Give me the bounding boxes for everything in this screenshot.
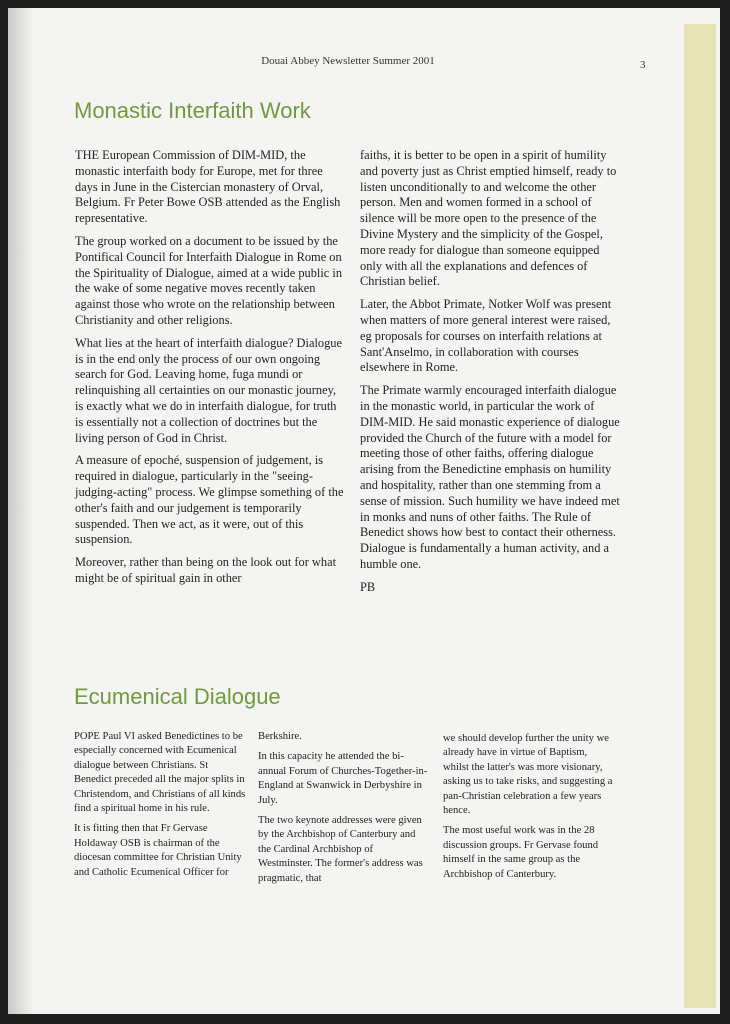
paragraph: In this capacity he attended the bi-annual Forum of Churches-Together-in-England at Swanwick in Derbyshire in July.	[258, 751, 428, 806]
paragraph: POPE Paul VI asked Benedictines to be especially concerned with Ecumenical dialogue between Christians. St Benedict preceded all the major splits in Christendom, and Christians of all kinds find a spiritual home in his rule.	[74, 731, 246, 815]
paragraph: The Primate warmly encouraged interfaith dialogue in the monastic world, in particular the work of DIM-MID. He said monastic experience of dialogue provided the Church of the future with a model for meeting those of other faiths, offering dialogue arising from the Benedictine emphasis on humility and hospitality, rather than one stemming from a sense of mission. Such humility we have indeed met in monks and nuns of other faiths. The Rule of Benedict shows how best to contact their otherness. Dialogue is fundamentally a human activity, and a humble one.	[360, 383, 620, 571]
paragraph: The two keynote addresses were given by the Archbishop of Canterbury and the Cardinal Archbishop of Westminster. The former's address was pragmatic, that	[258, 815, 423, 884]
paragraph: The group worked on a document to be issued by the Pontifical Council for Interfaith Dialogue in Rome on the Spirituality of Dialogue, aimed at a wide public in the wake of some negative moves recently taken against those who wrote on the relationship between Christianity and other religions.	[75, 233, 343, 327]
paragraph: we should develop further the unity we already have in virtue of Baptism, whilst the latter's was more visionary, asking us to take risks, and suggesting a pan-Christian celebration a few years hence.	[443, 733, 613, 817]
paragraph: What lies at the heart of interfaith dialogue? Dialogue is in the end only the process of our own ongoing search for God. Leaving home, fuga mundi or relinquishing all certainties on our monastic journey, is exactly what we do in interfaith dialogue, for truth is essentially not a collection of doctrines but the living person of God in Christ.	[75, 335, 342, 445]
paragraph: The most useful work was in the 28 discussion groups. Fr Gervase found himself in the same group as the Archbishop of Canterbury.	[443, 825, 599, 880]
interfaith-column-1	[75, 148, 345, 594]
newsletter-page	[8, 8, 720, 1014]
paragraph: THE European Commission of DIM-MID, the monastic interfaith body for Europe, met for three days in June in the Cistercian monastery of Orval, Belgium. Fr Peter Bowe OSB attended as the English representative.	[75, 148, 341, 226]
section-title-monastic-interfaith: Monastic Interfaith Work	[74, 98, 311, 123]
author-initials: PB	[360, 579, 376, 594]
section-title-ecumenical-dialogue: Ecumenical Dialogue	[74, 684, 281, 709]
paragraph: A measure of epoché, suspension of judgement, is required in dialogue, particularly in the "seeing-judging-acting" process. We glimpse something of the other's faith and our judgement is temporarily suspended. Then we act, as it were, out of this suspension.	[75, 453, 344, 547]
ecumenical-column-1	[74, 730, 246, 886]
page-number: 3	[640, 59, 646, 71]
page-edge-tab	[684, 24, 716, 1008]
page-fold-shadow	[8, 8, 34, 1014]
paragraph: It is fitting then that Fr Gervase Holdaway OSB is chairman of the diocesan committee for Christian Unity and Catholic Ecumenical Officer for	[74, 823, 242, 878]
ecumenical-column-3	[443, 732, 615, 888]
paragraph: faiths, it is better to be open in a spirit of humility and poverty just as Christ emptied himself, ready to listen unconditionally to and welcome the other person. Men and women formed in a school of silence will be more open to the presence of the Divine Mystery and the simplicity of the Gospel, more ready for dialogue than someone equipped only with all the explanations and defences of Christian belief.	[360, 148, 617, 289]
ecumenical-column-2	[258, 730, 430, 892]
interfaith-column-2	[360, 148, 620, 603]
paragraph: Later, the Abbot Primate, Notker Wolf was present when matters of more general interest were raised, eg proposals for courses on interfaith relations at Sant'Anselmo, in collaboration with courses elsewhere in Rome.	[360, 297, 612, 375]
paragraph: Berkshire.	[258, 731, 302, 742]
paragraph: Moreover, rather than being on the look out for what might be of spiritual gain in other	[75, 555, 337, 585]
running-header: Douai Abbey Newsletter Summer 2001	[261, 55, 435, 67]
